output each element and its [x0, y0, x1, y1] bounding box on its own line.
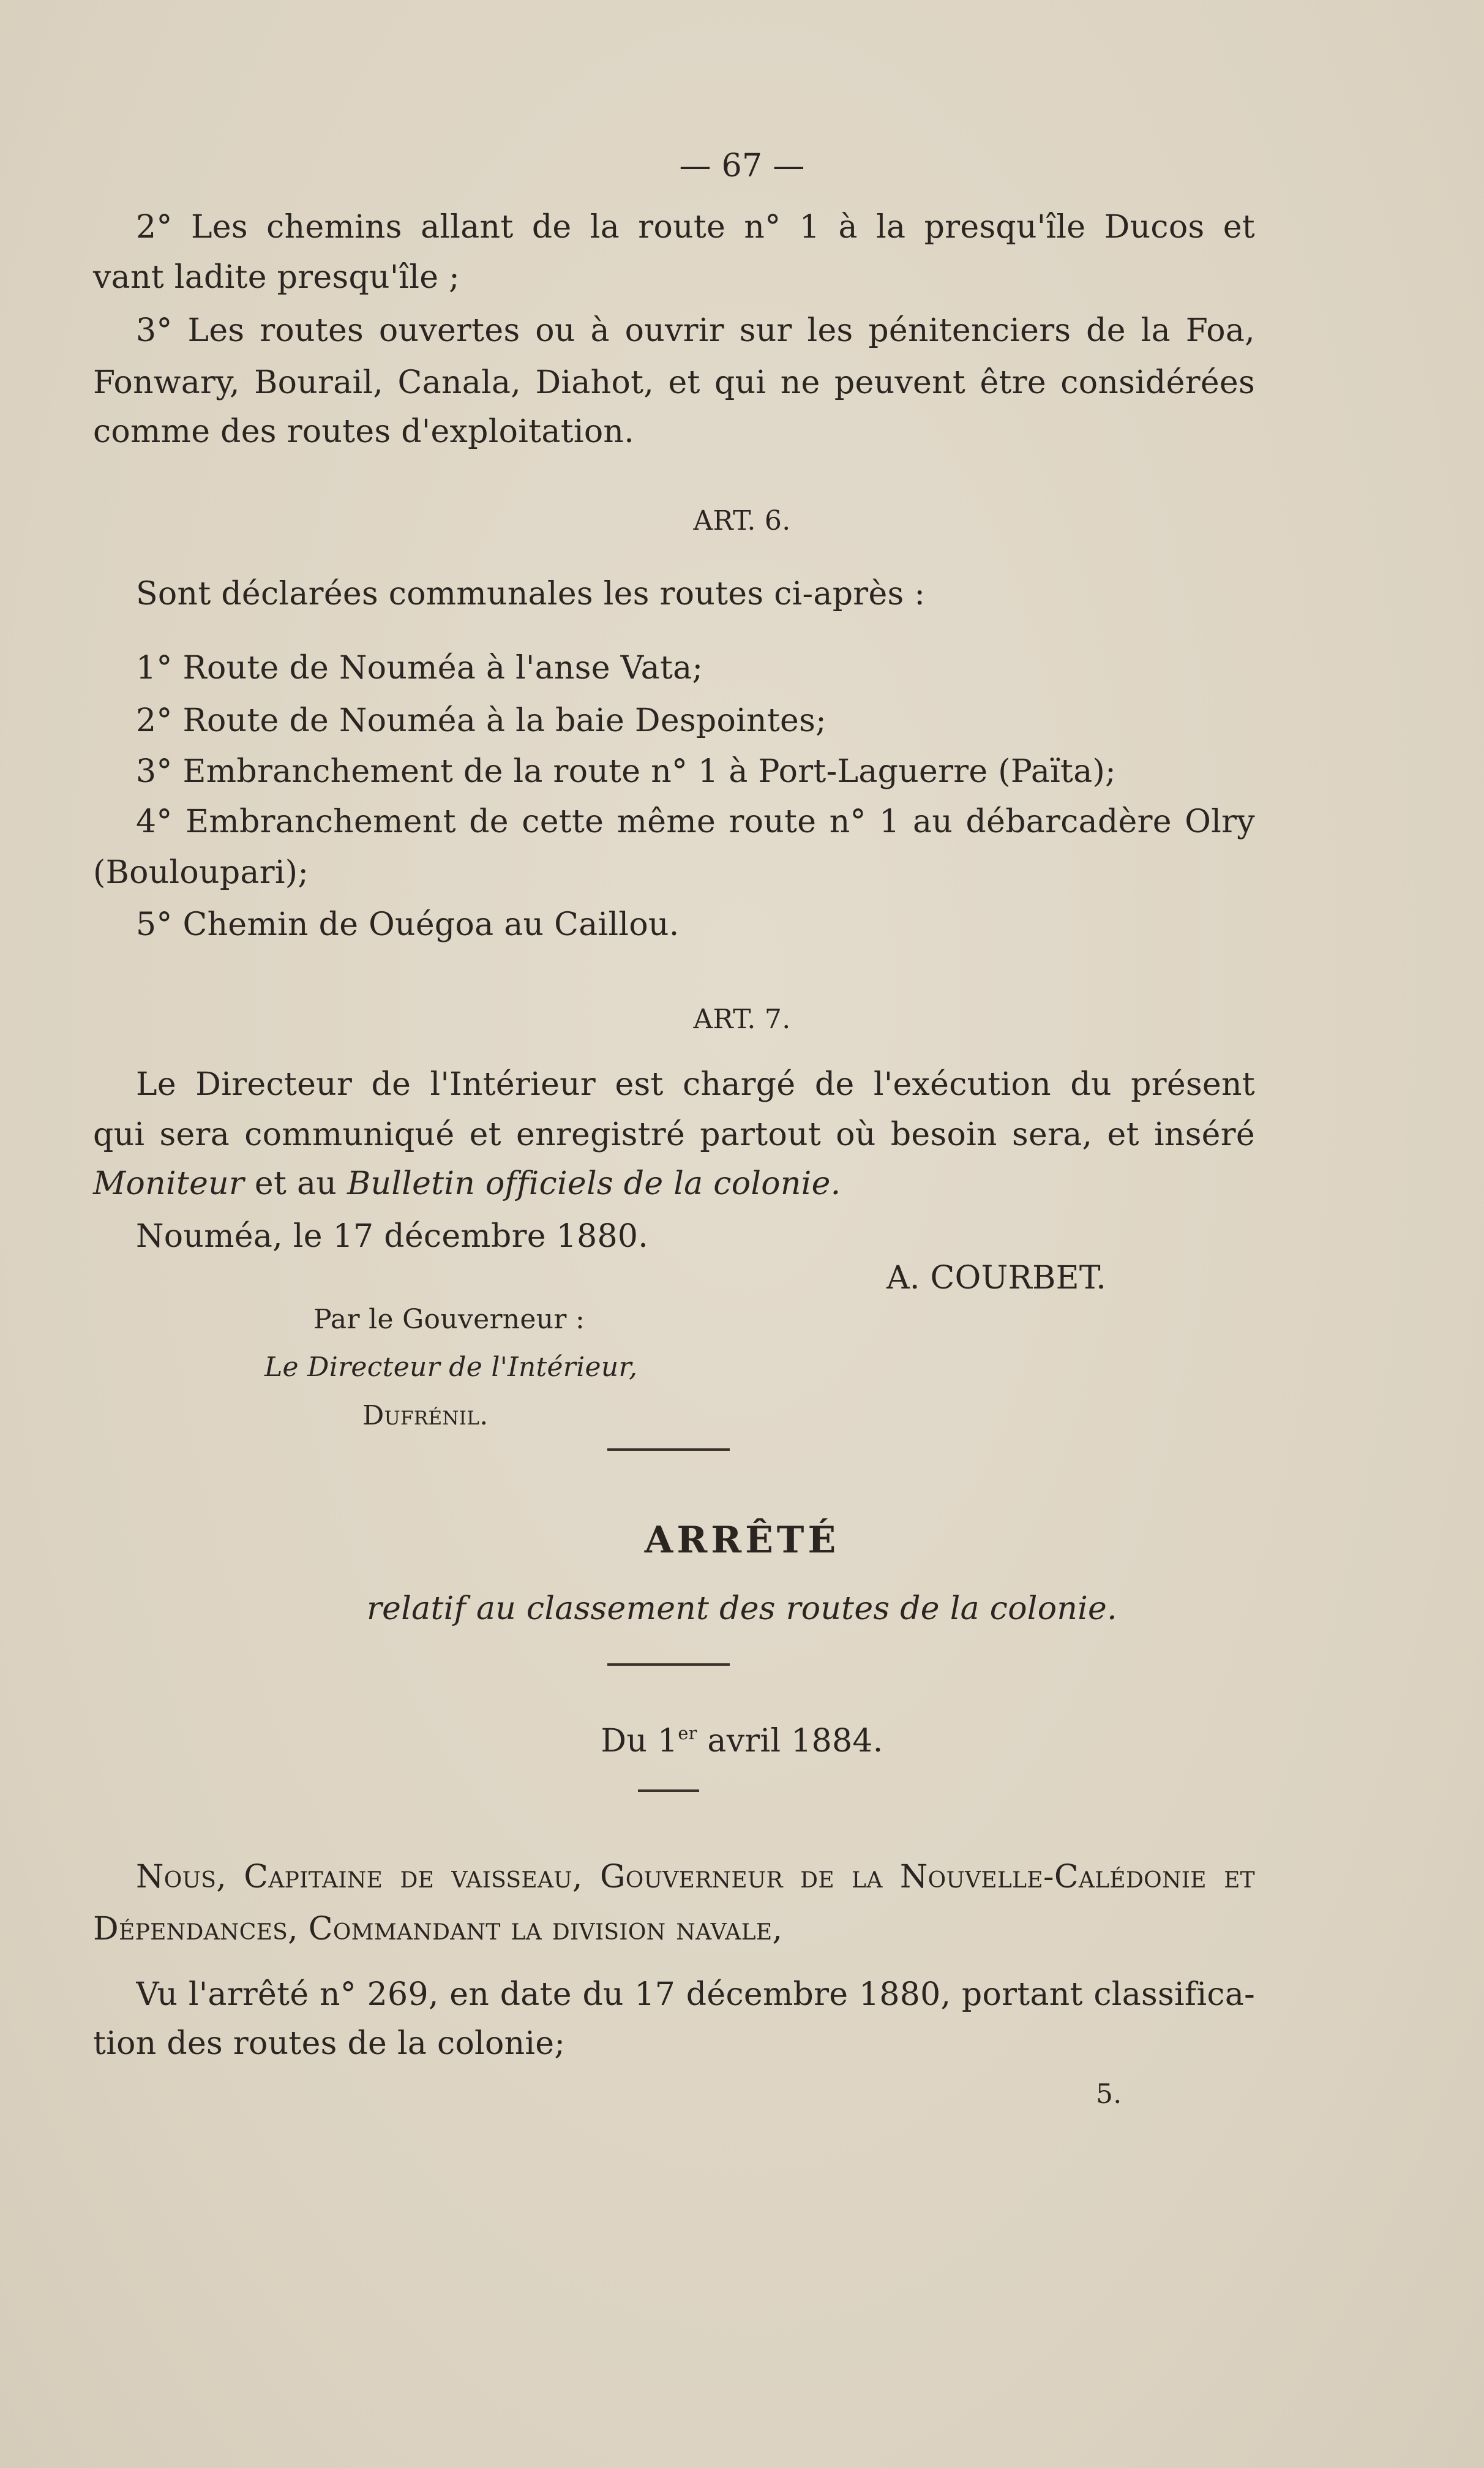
- italic-bulletin: Bulletin officiels de la colonie.: [347, 1165, 841, 1202]
- arrete-date: [0, 1720, 1484, 1763]
- text-line: comme des routes d'exploitation.: [93, 413, 635, 450]
- text-line: [93, 1162, 841, 1205]
- date-line: Nouméa, le 17 décembre 1880.: [136, 1218, 649, 1255]
- directeur-interieur: Le Directeur de l'Intérieur,: [264, 1352, 638, 1383]
- text-line: Sont déclarées communales les routes ci-après :: [136, 576, 926, 612]
- text-line: Fonwary, Bourail, Canala, Diahot, et qui ne peuvent être considérées: [93, 364, 1255, 401]
- text-line: Vu l'arrêté n° 269, en date du 17 décembre 1880, portant classifica-: [136, 1976, 1255, 2013]
- list-item: 1° Route de Nouméa à l'anse Vata;: [136, 650, 703, 687]
- date-prefix: Du 1: [601, 1723, 678, 1759]
- preamble-line: Nous, Capitaine de vaisseau, Gouverneur de la Nouvelle-Calédonie et: [136, 1859, 1255, 1895]
- arrete-subtitle: relatif au classement des routes de la colonie.: [367, 1590, 1117, 1627]
- article-heading: ART. 7.: [693, 1004, 791, 1035]
- list-item: 2° Route de Nouméa à la baie Despointes;: [136, 702, 826, 739]
- preamble-line: Dépendances, Commandant la division navale,: [93, 1911, 783, 1947]
- signature-dufrenil: Dufrénil.: [362, 1400, 489, 1431]
- text-line: tion des routes de la colonie;: [93, 2025, 566, 2062]
- list-item: 4° Embranchement de cette même route n° 1 au débarcadère Olry: [136, 803, 1255, 840]
- text-fragment: et au: [244, 1165, 347, 1202]
- italic-moniteur: Moniteur: [93, 1165, 245, 1202]
- divider: [607, 1448, 730, 1451]
- signature-mark: 5.: [1096, 2079, 1122, 2110]
- text-line: Le Directeur de l'Intérieur est chargé de l'exécution du présent: [136, 1066, 1255, 1103]
- page-number: — 67 —: [679, 148, 805, 184]
- text-line: vant ladite presqu'île ;: [93, 259, 460, 296]
- par-le-gouverneur: Par le Gouverneur :: [313, 1304, 585, 1335]
- arrete-title: ARRÊTÉ: [644, 1519, 840, 1562]
- list-item: 3° Embranchement de la route n° 1 à Port-Laguerre (Païta);: [136, 753, 1116, 790]
- list-item: 5° Chemin de Ouégoa au Caillou.: [136, 906, 680, 943]
- signature-courbet: A. COURBET.: [886, 1260, 1107, 1296]
- text-line: 3° Les routes ouvertes ou à ouvrir sur les pénitenciers de la Foa,: [136, 312, 1255, 349]
- text-line: 2° Les chemins allant de la route n° 1 à la presqu'île Ducos et: [136, 209, 1255, 246]
- date-suffix: avril 1884.: [697, 1723, 883, 1759]
- text-line: qui sera communiqué et enregistré partout où besoin sera, et inséré: [93, 1116, 1255, 1153]
- article-heading: ART. 6.: [693, 505, 791, 536]
- date-superscript: er: [678, 1722, 697, 1744]
- divider-short: [638, 1789, 699, 1792]
- divider: [607, 1663, 730, 1666]
- text-line: (Bouloupari);: [93, 854, 309, 891]
